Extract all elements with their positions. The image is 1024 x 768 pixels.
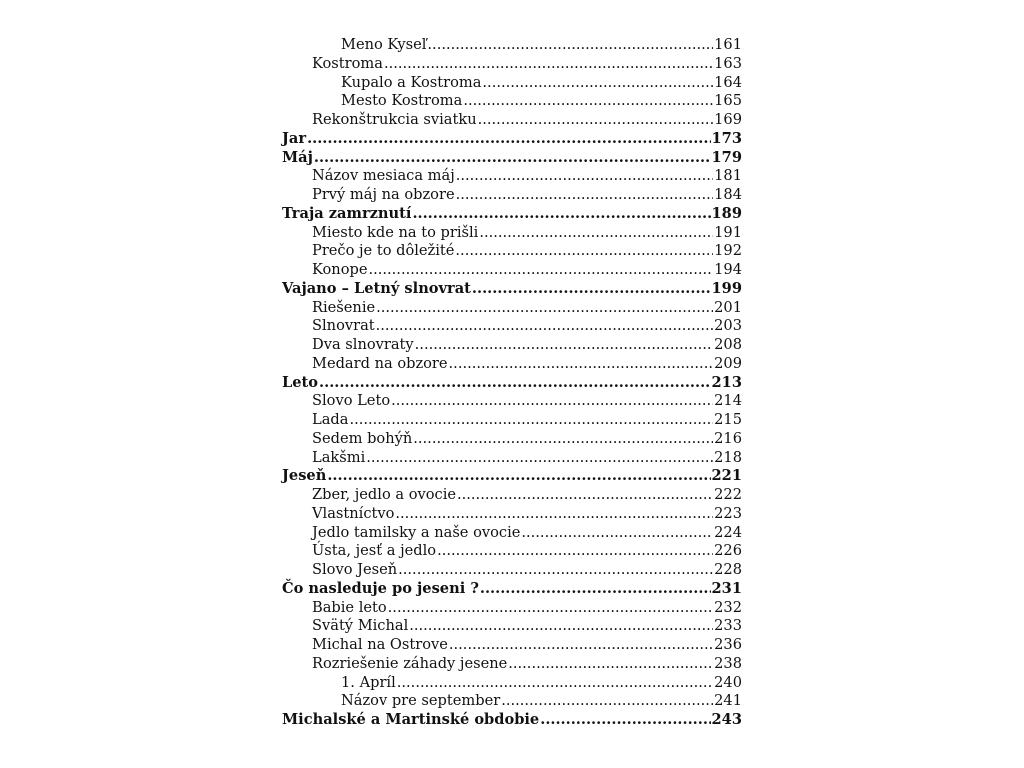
toc-entry — [282, 542, 742, 561]
dot-leader — [427, 36, 713, 55]
toc-entry — [282, 449, 742, 468]
toc-entry — [282, 674, 742, 693]
dot-leader — [457, 486, 713, 505]
dot-leader — [521, 524, 713, 543]
toc-entry-title: Jeseň — [282, 467, 327, 485]
toc-entry-page-number: 192 — [714, 242, 742, 260]
toc-entry — [282, 636, 742, 655]
toc-entry-title: Prečo je to dôležité — [312, 242, 455, 260]
toc-entry — [282, 580, 742, 599]
dot-leader — [415, 336, 713, 355]
toc-entry-title: Zber, jedlo a ovocie — [312, 486, 456, 503]
toc-entry-page-number: 165 — [714, 92, 742, 110]
toc-entry — [282, 205, 742, 224]
toc-entry-title: Babie leto — [312, 598, 387, 616]
dot-leader — [449, 355, 714, 374]
toc-entry-title: Slovo Leto — [312, 392, 391, 410]
toc-entry — [282, 486, 742, 505]
toc-entry-page-number: 232 — [714, 598, 742, 616]
dot-leader — [388, 599, 713, 618]
dot-leader — [413, 430, 713, 449]
dot-leader — [397, 674, 713, 693]
dot-leader — [480, 580, 711, 599]
toc-entry-page-number: 240 — [714, 673, 742, 691]
toc-entry — [282, 111, 742, 130]
toc-entry — [282, 692, 742, 711]
toc-entry-title: Dva slnovraty — [312, 336, 414, 353]
toc-entry — [282, 411, 742, 430]
dot-leader — [437, 542, 713, 561]
dot-leader — [409, 617, 713, 636]
toc-entry-title: Michalské a Martinské obdobie — [282, 711, 540, 728]
toc-entry-title: Jedlo tamilsky a naše ovocie — [312, 523, 521, 541]
toc-entry — [282, 711, 742, 730]
dot-leader — [327, 467, 710, 486]
dot-leader — [455, 242, 713, 261]
toc-entry — [282, 92, 742, 111]
toc-entry-page-number: 164 — [714, 73, 742, 91]
toc-entry — [282, 280, 742, 299]
toc-entry-page-number: 199 — [711, 279, 742, 297]
toc-entry — [282, 524, 742, 543]
toc-entry — [282, 317, 742, 336]
document-page — [258, 30, 768, 736]
toc-entry — [282, 355, 742, 374]
toc-entry-page-number: 208 — [714, 336, 742, 353]
toc-entry-title: Sedem bohýň — [312, 429, 413, 447]
dot-leader — [482, 74, 713, 93]
toc-entry-page-number: 241 — [714, 692, 742, 710]
toc-entry-title: 1. Apríl — [341, 673, 396, 691]
toc-entry-page-number: 233 — [714, 617, 742, 635]
toc-entry-title: Prvý máj na obzore — [312, 186, 455, 203]
toc-entry-page-number: 228 — [714, 561, 742, 578]
toc-entry-title: Názov mesiaca máj — [312, 167, 455, 185]
toc-entry — [282, 224, 742, 243]
dot-leader — [501, 692, 713, 711]
toc-entry-title: Rekonštrukcia sviatku — [312, 111, 477, 128]
toc-entry-page-number: 169 — [714, 111, 742, 128]
toc-entry-page-number: 194 — [714, 261, 742, 278]
toc-entry-title: Čo nasleduje po jeseni ? — [282, 579, 479, 597]
toc-entry-title: Slovo Jeseň — [312, 561, 398, 578]
toc-entry-title: Vajano – Letný slnovrat — [282, 279, 471, 297]
dot-leader — [366, 449, 713, 468]
toc-entry-page-number: 201 — [714, 298, 742, 316]
toc-entry-page-number: 191 — [714, 223, 742, 241]
toc-entry-title: Vlastníctvo — [312, 504, 395, 522]
dot-leader — [349, 411, 713, 430]
toc-entry-title: Meno Kyseľ — [341, 36, 427, 53]
toc-entry-page-number: 179 — [711, 148, 742, 166]
dot-leader — [456, 167, 713, 186]
toc-entry — [282, 36, 742, 55]
toc-entry-title: Ústa, jesť a jedlo — [312, 542, 437, 560]
toc-entry-title: Medard na obzore — [312, 354, 448, 372]
toc-entry-title: Miesto kde na to prišli — [312, 223, 479, 241]
toc-entry-page-number: 218 — [714, 448, 742, 466]
toc-entry-page-number: 222 — [714, 486, 742, 503]
toc-entry-page-number: 223 — [714, 504, 742, 522]
toc-entry — [282, 599, 742, 618]
toc-entry-page-number: 161 — [714, 36, 742, 53]
toc-entry — [282, 336, 742, 355]
toc-entry — [282, 655, 742, 674]
dot-leader — [463, 92, 713, 111]
toc-entry — [282, 149, 742, 168]
toc-entry-title: Lada — [312, 411, 349, 428]
dot-leader — [395, 505, 713, 524]
dot-leader — [398, 561, 713, 580]
toc-entry-page-number: 216 — [714, 429, 742, 447]
dot-leader — [456, 186, 714, 205]
dot-leader — [508, 655, 713, 674]
toc-entry-page-number: 224 — [714, 523, 742, 541]
toc-entry-title: Michal na Ostrove — [312, 636, 448, 653]
toc-entry-title: Traja zamrznutí — [282, 204, 412, 222]
toc-entry-page-number: 189 — [711, 204, 742, 222]
dot-leader — [472, 280, 711, 299]
toc-entry-title: Jar — [282, 129, 307, 147]
toc-entry — [282, 242, 742, 261]
toc-entry-title: Rozriešenie záhady jesene — [312, 654, 508, 672]
toc-entry — [282, 130, 742, 149]
toc-entry-title: Riešenie — [312, 298, 376, 316]
dot-leader — [376, 299, 713, 318]
toc-entry-page-number: 213 — [711, 373, 742, 391]
dot-leader — [479, 224, 713, 243]
toc-entry-page-number: 226 — [714, 542, 742, 560]
dot-leader — [319, 374, 711, 393]
toc-entry-title: Lakšmi — [312, 448, 366, 466]
toc-entry-title: Názov pre september — [341, 692, 501, 710]
toc-entry — [282, 186, 742, 205]
toc-entry — [282, 55, 742, 74]
dot-leader — [540, 711, 710, 730]
toc-entry-title: Leto — [282, 373, 319, 391]
toc-entry-page-number: 221 — [711, 467, 742, 485]
toc-entry-title: Kupalo a Kostroma — [341, 73, 482, 91]
toc-entry — [282, 430, 742, 449]
toc-entry-title: Mesto Kostroma — [341, 92, 463, 110]
toc-entry-title: Konope — [312, 261, 368, 278]
toc-entry-page-number: 215 — [714, 411, 742, 428]
dot-leader — [391, 392, 713, 411]
toc-entry — [282, 261, 742, 280]
dot-leader — [376, 317, 714, 336]
toc-entry-title: Slnovrat — [312, 317, 375, 335]
toc-entry-page-number: 209 — [714, 354, 742, 372]
dot-leader — [412, 205, 710, 224]
toc-entry — [282, 167, 742, 186]
toc-entry-page-number: 243 — [711, 711, 742, 728]
toc-entry — [282, 467, 742, 486]
toc-entry-title: Kostroma — [312, 54, 383, 72]
toc-entry-page-number: 236 — [714, 636, 742, 653]
table-of-contents — [282, 36, 742, 730]
toc-entry-page-number: 214 — [714, 392, 742, 410]
toc-entry-page-number: 231 — [711, 579, 742, 597]
toc-entry-title: Máj — [282, 148, 313, 166]
toc-entry — [282, 299, 742, 318]
toc-entry-page-number: 238 — [714, 654, 742, 672]
dot-leader — [384, 55, 713, 74]
dot-leader — [449, 636, 713, 655]
dot-leader — [368, 261, 713, 280]
toc-entry-page-number: 184 — [714, 186, 742, 203]
toc-entry — [282, 561, 742, 580]
toc-entry — [282, 392, 742, 411]
toc-entry-page-number: 181 — [714, 167, 742, 185]
toc-entry — [282, 374, 742, 393]
toc-entry — [282, 74, 742, 93]
toc-entry-page-number: 173 — [711, 129, 742, 147]
toc-entry — [282, 505, 742, 524]
toc-entry-page-number: 163 — [714, 54, 742, 72]
dot-leader — [307, 130, 710, 149]
dot-leader — [314, 149, 711, 168]
toc-entry — [282, 617, 742, 636]
toc-entry-page-number: 203 — [714, 317, 742, 335]
dot-leader — [478, 111, 714, 130]
toc-entry-title: Svätý Michal — [312, 617, 409, 635]
